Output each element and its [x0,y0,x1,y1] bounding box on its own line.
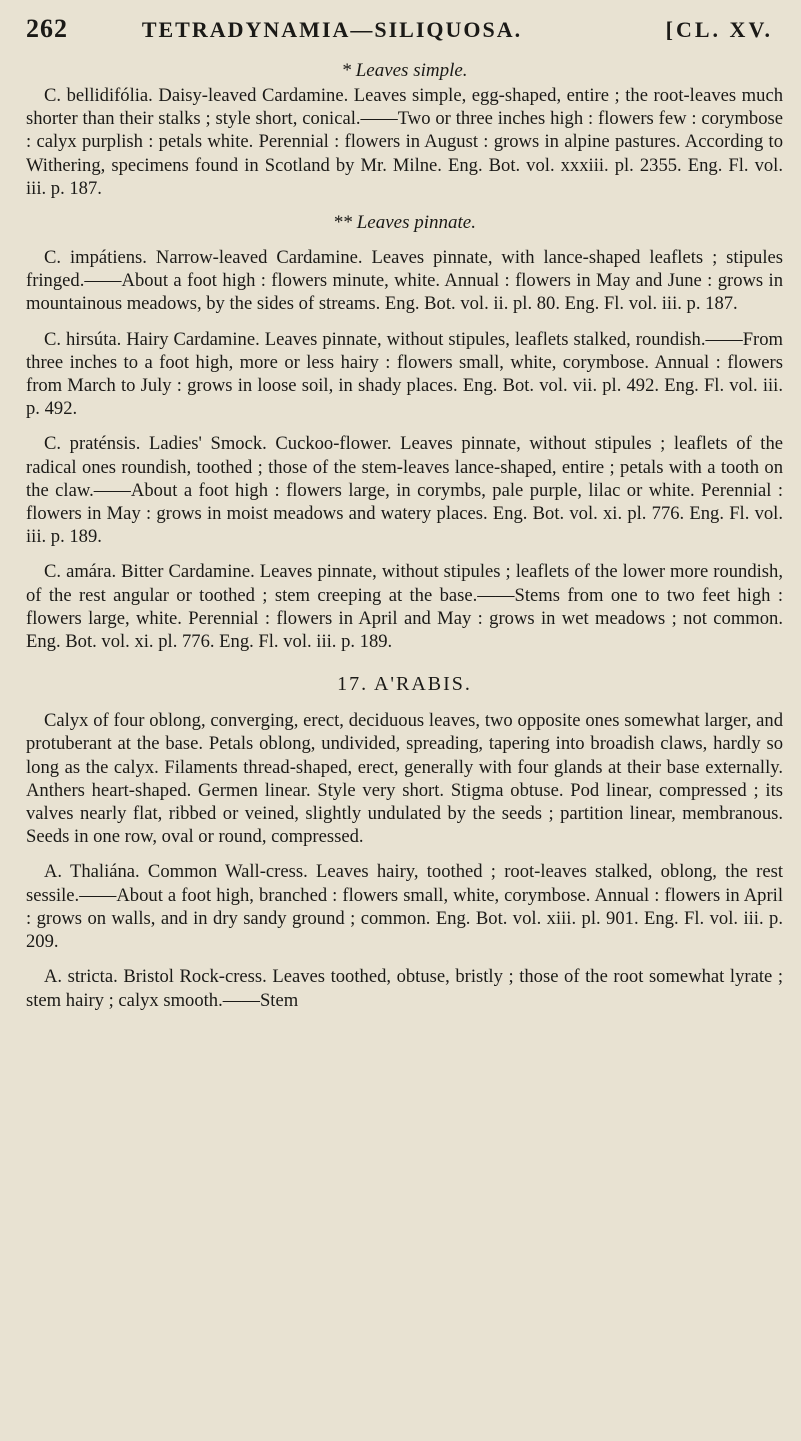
spacer [26,200,783,210]
entry-impatiens: C. impátiens. Narrow-leaved Cardamine. Leaves pinnate, with lance-shaped leaflets ; stipules fringed.——About a foot high : flowers minute, white. Annual : flowers in May and June : grows in mountainous meadows, by the sides of streams. Eng. Bot. vol. ii. pl. 80. Eng. Fl. vol. iii. p. 187. [26,247,783,315]
subheading-leaves-pinnate: ** Leaves pinnate. [332,212,476,234]
page-number: 262 [26,14,68,43]
entry-bellidifolia: C. bellidifólia. Daisy-leaved Cardamine. Leaves simple, egg-shaped, entire ; the root-leaves much shorter than their stalks ; style short, conical.——Two or three inches high : flowers few : corymbose : calyx purplish : petals white. Perennial : flowers in August : grows in alpine pastures. According to Withering, specimens found in Scotland by Mr. Milne. Eng. Bot. vol. xxxiii. pl. 2355. Eng. Fl. vol. iii. p. 187. [26,85,783,199]
genus-description: Calyx of four oblong, converging, erect, deciduous leaves, two opposite ones somewhat larger, and protuberant at the base. Petals oblong, undivided, spreading, tapering into broadish claws, hardly so long as the calyx. Filaments thread-shaped, erect, generally with four glands at their base externally. Anthers heart-shaped. Germen linear. Style very short. Stigma obtuse. Pod linear, compressed ; its valves nearly flat, ribbed or veined, slightly undulated by the seeds ; partition linear, membranous. Seeds in one row, oval or round, compressed. [26,710,783,848]
spacer [26,699,783,709]
running-head [26,14,783,54]
entry-hirsuta: C. hirsúta. Hairy Cardamine. Leaves pinnate, without stipules, leaflets stalked, roundish.——From three inches to a foot high, more or less hairy : flowers small, white, corymbose. Annual : flowers from March to July : grows in loose soil, in shady places. Eng. Bot. vol. vii. pl. 492. Eng. Fl. vol. iii. p. 492. [26,328,783,420]
spacer [26,236,783,246]
genus-heading: 17. A'RABIS. [337,673,472,696]
running-title: TETRADYNAMIA—SILIQUOSA. [141,17,523,42]
entry-stricta: A. stricta. Bristol Rock-cress. Leaves toothed, obtuse, bristly ; those of the root somewhat lyrate ; stem hairy ; calyx smooth.——Stem [26,966,783,1011]
subheading-leaves-simple: * Leaves simple. [341,60,468,81]
class-marker: [CL. XV. [665,17,773,42]
spacer [26,653,783,669]
entry-amara: C. amára. Bitter Cardamine. Leaves pinnate, without stipules ; leaflets of the lower more roundish, of the rest angular or toothed ; stem creeping at the base.——Stems from one to two feet high : flowers large, white. Perennial : flowers in April and May : grows in wet meadows ; not common. Eng. Bot. vol. xi. pl. 776. Eng. Fl. vol. iii. p. 189. [26,561,783,653]
entry-pratensis: C. praténsis. Ladies' Smock. Cuckoo-flower. Leaves pinnate, without stipules ; leaflets of the radical ones roundish, toothed ; those of the stem-leaves lance-shaped, entire ; petals with a tooth on the claw.——About a foot high : flowers large, in corymbs, pale purple, lilac or white. Perennial : flowers in May : grows in moist meadows and watery places. Eng. Bot. vol. xi. pl. 776. Eng. Fl. vol. iii. p. 189. [26,433,783,548]
entry-thaliana: A. Thaliána. Common Wall-cress. Leaves hairy, toothed ; root-leaves stalked, oblong, the rest sessile.——About a foot high, branched : flowers small, white, corymbose. Annual : flowers in April : grows on walls, and in dry sandy ground ; common. Eng. Bot. vol. xiii. pl. 901. Eng. Fl. vol. iii. p. 209. [26,861,783,953]
